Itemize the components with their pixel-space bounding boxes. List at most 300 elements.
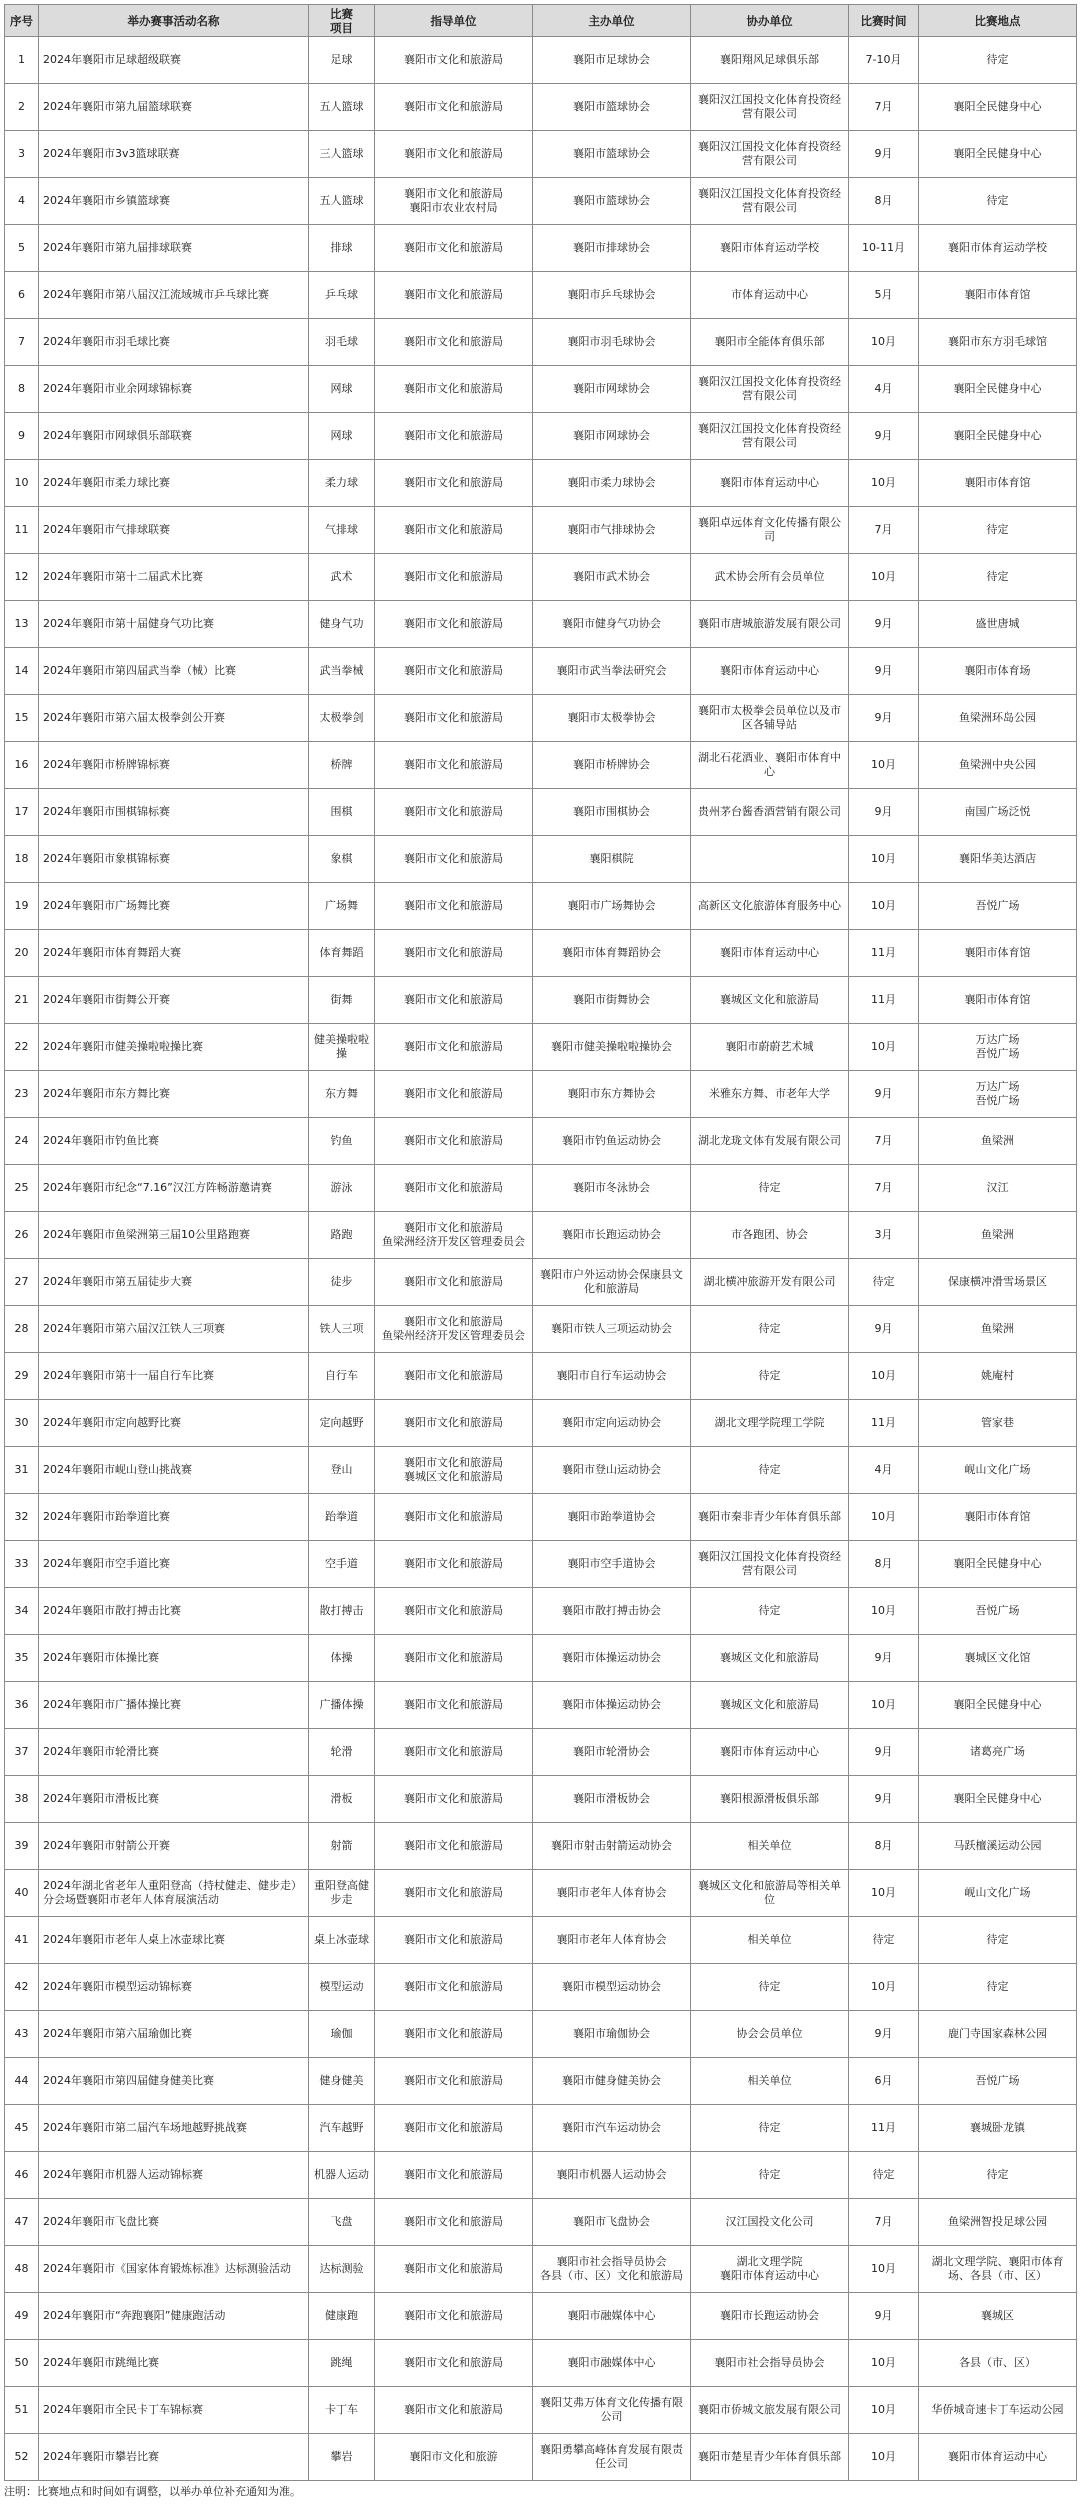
- cell-venue: 待定: [919, 178, 1077, 225]
- col-header-venue: 比赛地点: [919, 5, 1077, 37]
- cell-co-organizer: 襄阳市唐城旅游发展有限公司: [691, 601, 849, 648]
- cell-seq: 29: [5, 1353, 39, 1400]
- table-row: [5, 1776, 1077, 1823]
- cell-date: 8月: [849, 1823, 919, 1870]
- cell-date: 10月: [849, 2387, 919, 2434]
- table-row: [5, 319, 1077, 366]
- cell-host-unit: 襄阳市散打搏击协会: [533, 1588, 691, 1635]
- cell-sport: 轮滑: [309, 1729, 375, 1776]
- cell-venue: 岘山文化广场: [919, 1870, 1077, 1917]
- cell-co-organizer: 高新区文化旅游体育服务中心: [691, 883, 849, 930]
- cell-host-unit: 襄阳市空手道协会: [533, 1541, 691, 1588]
- table-row: [5, 413, 1077, 460]
- cell-venue: 吾悦广场: [919, 1588, 1077, 1635]
- cell-date: 10月: [849, 2434, 919, 2481]
- cell-seq: 23: [5, 1071, 39, 1118]
- cell-event-name: 2024年湖北省老年人重阳登高（持杖健走、健步走）分会场暨襄阳市老年人体育展演活动: [39, 1870, 309, 1917]
- cell-event-name: 2024年襄阳市攀岩比赛: [39, 2434, 309, 2481]
- cell-venue: 南国广场泛悦: [919, 789, 1077, 836]
- table-row: [5, 1024, 1077, 1071]
- cell-guiding-unit: 襄阳市文化和旅游局: [375, 1729, 533, 1776]
- cell-date: 4月: [849, 1447, 919, 1494]
- cell-sport: 自行车: [309, 1353, 375, 1400]
- cell-venue: 襄阳全民健身中心: [919, 1776, 1077, 1823]
- cell-seq: 34: [5, 1588, 39, 1635]
- cell-host-unit: 襄阳市气排球协会: [533, 507, 691, 554]
- cell-seq: 35: [5, 1635, 39, 1682]
- cell-guiding-unit: 襄阳市文化和旅游局: [375, 2340, 533, 2387]
- cell-host-unit: 襄阳市社会指导员协会 各县（市、区）文化和旅游局: [533, 2246, 691, 2293]
- cell-date: 10月: [849, 460, 919, 507]
- cell-date: 9月: [849, 1776, 919, 1823]
- cell-guiding-unit: 襄阳市文化和旅游局: [375, 2011, 533, 2058]
- cell-event-name: 2024年襄阳市《国家体育锻炼标准》达标测验活动: [39, 2246, 309, 2293]
- table-row: [5, 2058, 1077, 2105]
- cell-date: 9月: [849, 1071, 919, 1118]
- cell-co-organizer: 湖北石花酒业、襄阳市体育中心: [691, 742, 849, 789]
- cell-sport: 网球: [309, 413, 375, 460]
- cell-date: 10月: [849, 1024, 919, 1071]
- cell-sport: 五人篮球: [309, 84, 375, 131]
- cell-seq: 13: [5, 601, 39, 648]
- cell-host-unit: 襄阳市排球协会: [533, 225, 691, 272]
- cell-venue: 华侨城奇速卡丁车运动公园: [919, 2387, 1077, 2434]
- cell-venue: 襄城区: [919, 2293, 1077, 2340]
- cell-seq: 14: [5, 648, 39, 695]
- cell-guiding-unit: 襄阳市文化和旅游局: [375, 1118, 533, 1165]
- cell-sport: 瑜伽: [309, 2011, 375, 2058]
- cell-venue: 鱼梁洲: [919, 1306, 1077, 1353]
- cell-co-organizer: 湖北文理学院 襄阳市体育运动中心: [691, 2246, 849, 2293]
- table-row: [5, 2246, 1077, 2293]
- cell-event-name: 2024年襄阳市第九届篮球联赛: [39, 84, 309, 131]
- cell-guiding-unit: 襄阳市文化和旅游局: [375, 1870, 533, 1917]
- cell-date: 4月: [849, 366, 919, 413]
- cell-seq: 25: [5, 1165, 39, 1212]
- table-row: [5, 1212, 1077, 1259]
- cell-date: 5月: [849, 272, 919, 319]
- cell-host-unit: 襄阳市融媒体中心: [533, 2293, 691, 2340]
- cell-guiding-unit: 襄阳市文化和旅游局: [375, 789, 533, 836]
- cell-sport: 羽毛球: [309, 319, 375, 366]
- cell-seq: 31: [5, 1447, 39, 1494]
- cell-host-unit: 襄阳市篮球协会: [533, 84, 691, 131]
- cell-date: 3月: [849, 1212, 919, 1259]
- cell-event-name: 2024年襄阳市空手道比赛: [39, 1541, 309, 1588]
- cell-co-organizer: 襄城区文化和旅游局: [691, 1682, 849, 1729]
- cell-seq: 47: [5, 2199, 39, 2246]
- cell-seq: 52: [5, 2434, 39, 2481]
- cell-seq: 50: [5, 2340, 39, 2387]
- table-row: [5, 366, 1077, 413]
- cell-host-unit: 襄阳市跆拳道协会: [533, 1494, 691, 1541]
- cell-venue: 襄阳华美达酒店: [919, 836, 1077, 883]
- cell-seq: 38: [5, 1776, 39, 1823]
- cell-sport: 钓鱼: [309, 1118, 375, 1165]
- cell-event-name: 2024年襄阳市第二届汽车场地越野挑战赛: [39, 2105, 309, 2152]
- cell-seq: 26: [5, 1212, 39, 1259]
- cell-sport: 路跑: [309, 1212, 375, 1259]
- cell-event-name: 2024年襄阳市羽毛球比赛: [39, 319, 309, 366]
- cell-guiding-unit: 襄阳市文化和旅游局: [375, 601, 533, 648]
- cell-sport: 太极拳剑: [309, 695, 375, 742]
- cell-seq: 27: [5, 1259, 39, 1306]
- cell-venue: 待定: [919, 507, 1077, 554]
- cell-event-name: 2024年襄阳市足球超级联赛: [39, 37, 309, 84]
- cell-host-unit: 襄阳市瑜伽协会: [533, 2011, 691, 2058]
- cell-guiding-unit: 襄阳市文化和旅游局: [375, 1823, 533, 1870]
- cell-sport: 飞盘: [309, 2199, 375, 2246]
- cell-host-unit: 襄阳市老年人体育协会: [533, 1870, 691, 1917]
- cell-event-name: 2024年襄阳市象棋锦标赛: [39, 836, 309, 883]
- cell-seq: 17: [5, 789, 39, 836]
- cell-guiding-unit: 襄阳市文化和旅游局: [375, 883, 533, 930]
- cell-guiding-unit: 襄阳市文化和旅游局: [375, 1541, 533, 1588]
- cell-co-organizer: 相关单位: [691, 1917, 849, 1964]
- table-row: [5, 1729, 1077, 1776]
- cell-date: 10月: [849, 1494, 919, 1541]
- table-row: [5, 225, 1077, 272]
- table-row: [5, 1635, 1077, 1682]
- cell-venue: 管家巷: [919, 1400, 1077, 1447]
- cell-guiding-unit: 襄阳市文化和旅游局: [375, 366, 533, 413]
- events-schedule-table: [4, 4, 1077, 2481]
- cell-seq: 33: [5, 1541, 39, 1588]
- cell-venue: 岘山文化广场: [919, 1447, 1077, 1494]
- cell-event-name: 2024年襄阳市射箭公开赛: [39, 1823, 309, 1870]
- cell-co-organizer: 襄城区文化和旅游局等相关单位: [691, 1870, 849, 1917]
- cell-venue: 鱼梁洲: [919, 1212, 1077, 1259]
- cell-guiding-unit: 襄阳市文化和旅游局: [375, 413, 533, 460]
- cell-co-organizer: 待定: [691, 2152, 849, 2199]
- cell-seq: 39: [5, 1823, 39, 1870]
- table-row: [5, 601, 1077, 648]
- cell-seq: 16: [5, 742, 39, 789]
- cell-sport: 足球: [309, 37, 375, 84]
- cell-date: 10月: [849, 1870, 919, 1917]
- cell-co-organizer: 襄阳市体育运动中心: [691, 460, 849, 507]
- cell-venue: 鹿门寺国家森林公园: [919, 2011, 1077, 2058]
- schedule-table-wrap: [4, 4, 1076, 2481]
- cell-date: 9月: [849, 131, 919, 178]
- cell-sport: 定向越野: [309, 1400, 375, 1447]
- cell-guiding-unit: 襄阳市文化和旅游局: [375, 460, 533, 507]
- cell-event-name: 2024年襄阳市广场舞比赛: [39, 883, 309, 930]
- cell-host-unit: 襄阳市网球协会: [533, 366, 691, 413]
- cell-event-name: 2024年襄阳市钓鱼比赛: [39, 1118, 309, 1165]
- cell-date: 9月: [849, 648, 919, 695]
- table-body: [5, 37, 1077, 2481]
- cell-event-name: 2024年襄阳市气排球联赛: [39, 507, 309, 554]
- cell-host-unit: 襄阳市健身气功协会: [533, 601, 691, 648]
- table-row: [5, 1917, 1077, 1964]
- cell-venue: 盛世唐城: [919, 601, 1077, 648]
- cell-seq: 40: [5, 1870, 39, 1917]
- cell-date: 10月: [849, 2340, 919, 2387]
- cell-date: 10月: [849, 1964, 919, 2011]
- cell-host-unit: 襄阳市机器人运动协会: [533, 2152, 691, 2199]
- cell-co-organizer: 米雅东方舞、市老年大学: [691, 1071, 849, 1118]
- cell-venue: 襄城卧龙镇: [919, 2105, 1077, 2152]
- table-row: [5, 1588, 1077, 1635]
- cell-event-name: 2024年襄阳市散打搏击比赛: [39, 1588, 309, 1635]
- cell-date: 11月: [849, 977, 919, 1024]
- table-row: [5, 2105, 1077, 2152]
- cell-sport: 气排球: [309, 507, 375, 554]
- cell-venue: 马跃檀溪运动公园: [919, 1823, 1077, 1870]
- cell-guiding-unit: 襄阳市文化和旅游局: [375, 1635, 533, 1682]
- cell-date: 11月: [849, 930, 919, 977]
- cell-co-organizer: 襄城区文化和旅游局: [691, 1635, 849, 1682]
- cell-guiding-unit: 襄阳市文化和旅游局: [375, 131, 533, 178]
- cell-venue: 襄阳市体育场: [919, 648, 1077, 695]
- cell-sport: 滑板: [309, 1776, 375, 1823]
- cell-sport: 象棋: [309, 836, 375, 883]
- cell-host-unit: 襄阳勇攀高峰体育发展有限责任公司: [533, 2434, 691, 2481]
- cell-seq: 20: [5, 930, 39, 977]
- cell-host-unit: 襄阳市武术协会: [533, 554, 691, 601]
- table-row: [5, 742, 1077, 789]
- cell-event-name: 2024年襄阳市轮滑比赛: [39, 1729, 309, 1776]
- cell-co-organizer: 协会会员单位: [691, 2011, 849, 2058]
- cell-seq: 32: [5, 1494, 39, 1541]
- cell-event-name: 2024年襄阳市跳绳比赛: [39, 2340, 309, 2387]
- table-row: [5, 883, 1077, 930]
- cell-event-name: 2024年襄阳市纪念“7.16”汉江方阵畅游邀请赛: [39, 1165, 309, 1212]
- cell-co-organizer: 待定: [691, 1353, 849, 1400]
- cell-seq: 42: [5, 1964, 39, 2011]
- cell-co-organizer: 待定: [691, 1964, 849, 2011]
- cell-seq: 12: [5, 554, 39, 601]
- cell-date: 11月: [849, 2105, 919, 2152]
- cell-seq: 2: [5, 84, 39, 131]
- cell-date: 10月: [849, 742, 919, 789]
- cell-host-unit: 襄阳艾弗万体育文化传播有限公司: [533, 2387, 691, 2434]
- cell-venue: 襄城区文化馆: [919, 1635, 1077, 1682]
- cell-event-name: 2024年襄阳市第八届汉江流域城市乒乓球比赛: [39, 272, 309, 319]
- cell-seq: 1: [5, 37, 39, 84]
- table-row: [5, 1071, 1077, 1118]
- cell-date: 10月: [849, 1588, 919, 1635]
- table-row: [5, 460, 1077, 507]
- cell-date: 9月: [849, 601, 919, 648]
- cell-date: 7月: [849, 84, 919, 131]
- cell-guiding-unit: 襄阳市文化和旅游局: [375, 1917, 533, 1964]
- cell-seq: 4: [5, 178, 39, 225]
- cell-date: 10月: [849, 554, 919, 601]
- table-row: [5, 272, 1077, 319]
- cell-sport: 武当拳械: [309, 648, 375, 695]
- cell-venue: 襄阳全民健身中心: [919, 413, 1077, 460]
- cell-co-organizer: 襄阳市体育运动中心: [691, 1729, 849, 1776]
- cell-guiding-unit: 襄阳市文化和旅游局: [375, 1682, 533, 1729]
- table-row: [5, 1823, 1077, 1870]
- cell-date: 7月: [849, 2199, 919, 2246]
- cell-guiding-unit: 襄阳市文化和旅游局: [375, 1024, 533, 1071]
- cell-co-organizer: 贵州茅台酱香酒营销有限公司: [691, 789, 849, 836]
- cell-host-unit: 襄阳市钓鱼运动协会: [533, 1118, 691, 1165]
- cell-sport: 体操: [309, 1635, 375, 1682]
- cell-guiding-unit: 襄阳市文化和旅游局: [375, 1353, 533, 1400]
- cell-host-unit: 襄阳市自行车运动协会: [533, 1353, 691, 1400]
- table-row: [5, 2387, 1077, 2434]
- cell-event-name: 2024年襄阳市第五届徒步大赛: [39, 1259, 309, 1306]
- cell-sport: 广播体操: [309, 1682, 375, 1729]
- cell-co-organizer: 襄阳市侨城文旅发展有限公司: [691, 2387, 849, 2434]
- cell-sport: 徒步: [309, 1259, 375, 1306]
- cell-event-name: 2024年襄阳市全民卡丁车锦标赛: [39, 2387, 309, 2434]
- cell-host-unit: 襄阳市健美操啦啦操协会: [533, 1024, 691, 1071]
- cell-guiding-unit: 襄阳市文化和旅游局: [375, 84, 533, 131]
- cell-venue: 待定: [919, 37, 1077, 84]
- table-header-row: [5, 5, 1077, 37]
- cell-co-organizer: 襄阳市秦非青少年体育俱乐部: [691, 1494, 849, 1541]
- table-row: [5, 977, 1077, 1024]
- cell-co-organizer: 襄阳汉江国投文化体育投资经营有限公司: [691, 1541, 849, 1588]
- cell-venue: 待定: [919, 554, 1077, 601]
- col-header-seq: 序号: [5, 5, 39, 37]
- cell-sport: 重阳登高健步走: [309, 1870, 375, 1917]
- cell-guiding-unit: 襄阳市文化和旅游局: [375, 1400, 533, 1447]
- cell-venue: 襄阳市体育馆: [919, 1494, 1077, 1541]
- cell-event-name: 2024年襄阳市业余网球锦标赛: [39, 366, 309, 413]
- cell-date: 8月: [849, 178, 919, 225]
- cell-sport: 三人篮球: [309, 131, 375, 178]
- cell-event-name: 2024年襄阳市健美操啦啦操比赛: [39, 1024, 309, 1071]
- cell-date: 9月: [849, 1635, 919, 1682]
- cell-sport: 街舞: [309, 977, 375, 1024]
- table-row: [5, 1541, 1077, 1588]
- cell-venue: 襄阳全民健身中心: [919, 131, 1077, 178]
- cell-host-unit: 襄阳市东方舞协会: [533, 1071, 691, 1118]
- cell-date: 10月: [849, 1353, 919, 1400]
- cell-venue: 鱼梁洲环岛公园: [919, 695, 1077, 742]
- cell-venue: 吾悦广场: [919, 2058, 1077, 2105]
- cell-sport: 铁人三项: [309, 1306, 375, 1353]
- table-row: [5, 2152, 1077, 2199]
- cell-venue: 襄阳市体育馆: [919, 272, 1077, 319]
- cell-venue: 万达广场 吾悦广场: [919, 1024, 1077, 1071]
- cell-event-name: 2024年襄阳市机器人运动锦标赛: [39, 2152, 309, 2199]
- cell-venue: 襄阳全民健身中心: [919, 366, 1077, 413]
- cell-co-organizer: [691, 836, 849, 883]
- cell-host-unit: 襄阳市户外运动协会保康县文化和旅游局: [533, 1259, 691, 1306]
- cell-sport: 围棋: [309, 789, 375, 836]
- table-row: [5, 695, 1077, 742]
- table-row: [5, 2199, 1077, 2246]
- cell-date: 9月: [849, 695, 919, 742]
- cell-event-name: 2024年襄阳市体操比赛: [39, 1635, 309, 1682]
- cell-date: 待定: [849, 1917, 919, 1964]
- footnote: 注明：比赛地点和时间如有调整，以举办单位补充通知为准。: [4, 2485, 301, 2498]
- cell-seq: 51: [5, 2387, 39, 2434]
- cell-host-unit: 襄阳市武当拳法研究会: [533, 648, 691, 695]
- cell-date: 7月: [849, 507, 919, 554]
- cell-event-name: 2024年襄阳市东方舞比赛: [39, 1071, 309, 1118]
- cell-event-name: 2024年襄阳市模型运动锦标赛: [39, 1964, 309, 2011]
- cell-seq: 3: [5, 131, 39, 178]
- cell-date: 9月: [849, 789, 919, 836]
- cell-venue: 襄阳市体育馆: [919, 460, 1077, 507]
- cell-co-organizer: 市体育运动中心: [691, 272, 849, 319]
- cell-co-organizer: 襄阳市体育运动中心: [691, 648, 849, 695]
- cell-date: 7-10月: [849, 37, 919, 84]
- cell-sport: 攀岩: [309, 2434, 375, 2481]
- cell-event-name: 2024年襄阳市网球俱乐部联赛: [39, 413, 309, 460]
- cell-date: 10月: [849, 319, 919, 366]
- cell-event-name: 2024年襄阳市飞盘比赛: [39, 2199, 309, 2246]
- cell-date: 8月: [849, 1541, 919, 1588]
- table-row: [5, 648, 1077, 695]
- cell-host-unit: 襄阳市体操运动协会: [533, 1635, 691, 1682]
- cell-seq: 36: [5, 1682, 39, 1729]
- cell-co-organizer: 襄阳汉江国投文化体育投资经营有限公司: [691, 84, 849, 131]
- cell-venue: 襄阳市体育运动中心: [919, 2434, 1077, 2481]
- cell-host-unit: 襄阳市太极拳协会: [533, 695, 691, 742]
- cell-sport: 广场舞: [309, 883, 375, 930]
- cell-guiding-unit: 襄阳市文化和旅游局: [375, 2199, 533, 2246]
- table-row: [5, 1353, 1077, 1400]
- table-row: [5, 1165, 1077, 1212]
- table-row: [5, 2340, 1077, 2387]
- table-row: [5, 507, 1077, 554]
- cell-date: 7月: [849, 1118, 919, 1165]
- cell-host-unit: 襄阳市汽车运动协会: [533, 2105, 691, 2152]
- cell-guiding-unit: 襄阳市文化和旅游局: [375, 695, 533, 742]
- col-header-guiding-unit: 指导单位: [375, 5, 533, 37]
- cell-event-name: 2024年襄阳市广播体操比赛: [39, 1682, 309, 1729]
- cell-event-name: 2024年襄阳市岘山登山挑战赛: [39, 1447, 309, 1494]
- cell-sport: 卡丁车: [309, 2387, 375, 2434]
- cell-venue: 湖北文理学院、襄阳市体育场、各县（市、区）: [919, 2246, 1077, 2293]
- cell-co-organizer: 襄阳汉江国投文化体育投资经营有限公司: [691, 178, 849, 225]
- col-header-host-unit: 主办单位: [533, 5, 691, 37]
- cell-sport: 射箭: [309, 1823, 375, 1870]
- cell-guiding-unit: 襄阳市文化和旅游局: [375, 507, 533, 554]
- cell-event-name: 2024年襄阳市第十一届自行车比赛: [39, 1353, 309, 1400]
- cell-guiding-unit: 襄阳市文化和旅游局: [375, 225, 533, 272]
- cell-co-organizer: 待定: [691, 2105, 849, 2152]
- cell-co-organizer: 襄阳市太极拳会员单位以及市区各辅导站: [691, 695, 849, 742]
- table-row: [5, 1259, 1077, 1306]
- cell-date: 9月: [849, 2293, 919, 2340]
- cell-event-name: 2024年襄阳市围棋锦标赛: [39, 789, 309, 836]
- cell-co-organizer: 襄阳市社会指导员协会: [691, 2340, 849, 2387]
- cell-sport: 乒乓球: [309, 272, 375, 319]
- cell-sport: 机器人运动: [309, 2152, 375, 2199]
- cell-date: 10月: [849, 2246, 919, 2293]
- cell-seq: 44: [5, 2058, 39, 2105]
- cell-event-name: 2024年襄阳市第六届太极拳剑公开赛: [39, 695, 309, 742]
- cell-guiding-unit: 襄阳市文化和旅游局 襄城区文化和旅游局: [375, 1447, 533, 1494]
- cell-venue: 鱼梁洲智投足球公园: [919, 2199, 1077, 2246]
- cell-host-unit: 襄阳市网球协会: [533, 413, 691, 460]
- col-header-date: 比赛时间: [849, 5, 919, 37]
- table-row: [5, 84, 1077, 131]
- cell-venue: 万达广场 吾悦广场: [919, 1071, 1077, 1118]
- table-row: [5, 930, 1077, 977]
- cell-date: 6月: [849, 2058, 919, 2105]
- table-row: [5, 554, 1077, 601]
- cell-guiding-unit: 襄阳市文化和旅游局: [375, 648, 533, 695]
- cell-seq: 10: [5, 460, 39, 507]
- cell-co-organizer: 襄阳汉江国投文化体育投资经营有限公司: [691, 131, 849, 178]
- cell-co-organizer: 汉江国投文化公司: [691, 2199, 849, 2246]
- cell-sport: 空手道: [309, 1541, 375, 1588]
- cell-event-name: 2024年襄阳市第六届汉江铁人三项赛: [39, 1306, 309, 1353]
- cell-date: 待定: [849, 1259, 919, 1306]
- cell-host-unit: 襄阳市登山运动协会: [533, 1447, 691, 1494]
